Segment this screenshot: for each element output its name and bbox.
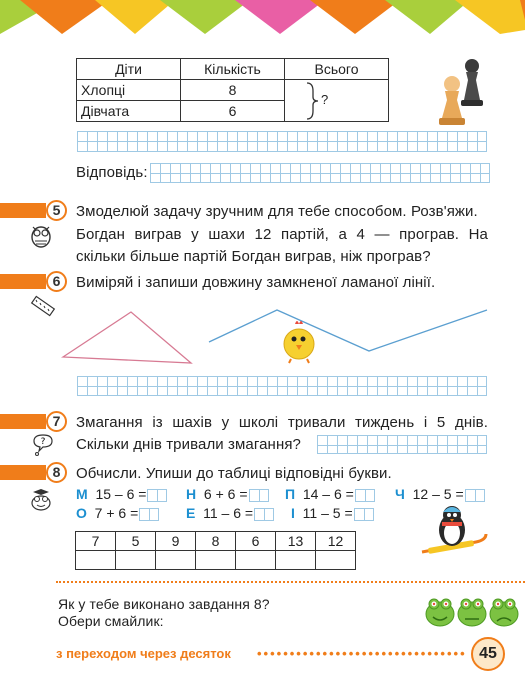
exercise: Е 11 – 6 = <box>186 505 274 521</box>
penguin-sled-icon <box>416 500 492 568</box>
task8-text: Обчисли. Упиши до таблиці відповідні букви. <box>76 465 392 482</box>
table-cell: 8 <box>181 80 285 101</box>
task-marker-bar <box>0 414 46 429</box>
table-header: Діти <box>77 59 181 80</box>
task-number-8: 8 <box>46 462 67 483</box>
total-question: ? <box>321 92 329 107</box>
answer-number: 12 <box>316 532 356 551</box>
ruler-icon <box>30 293 56 319</box>
exercise: І 11 – 5 = <box>291 505 374 521</box>
closed-broken-line <box>63 312 191 363</box>
smiley-choice[interactable] <box>424 595 520 629</box>
brace-icon <box>305 81 319 121</box>
task5-line2: Богдан виграв у шахи 12 партій, а 4 — програв. На <box>76 226 488 243</box>
chick-icon <box>279 318 319 364</box>
letter-cell[interactable] <box>196 551 236 570</box>
smiley-icon <box>490 599 518 626</box>
letter-cell[interactable] <box>116 551 156 570</box>
broken-lines <box>55 300 495 370</box>
self-check-line2: Обери смайлик: <box>58 613 164 629</box>
open-broken-line <box>209 310 487 351</box>
answer-box[interactable] <box>147 489 167 502</box>
answer-box[interactable] <box>254 508 274 521</box>
owl-icon <box>28 222 54 248</box>
task-number-5: 5 <box>46 200 67 221</box>
exercise: М 15 – 6 = <box>76 486 167 502</box>
chess-pieces-icon <box>434 56 494 126</box>
exercise: Н 6 + 6 = <box>186 486 269 502</box>
task7-answer-grid[interactable] <box>317 435 487 454</box>
table-header: Кількість <box>181 59 285 80</box>
task7-line2: Скільки днів тривали змагання? <box>76 436 301 453</box>
footer-dots: •••••••••••••••••••••••••••••••• <box>257 646 467 660</box>
frog-scholar-icon <box>28 487 54 513</box>
letter-cell[interactable] <box>76 551 116 570</box>
letter-cell[interactable] <box>156 551 196 570</box>
table-cell: Дівчата <box>77 101 181 122</box>
thinking-icon <box>30 432 56 458</box>
answer-number: 9 <box>156 532 196 551</box>
exercise: П 14 – 6 = <box>285 486 375 502</box>
table-cell: Хлопці <box>77 80 181 101</box>
smiley-icon <box>426 599 454 626</box>
table-cell: 6 <box>181 101 285 122</box>
task-number-6: 6 <box>46 271 67 292</box>
page-number: 45 <box>471 637 505 671</box>
svg-text:?: ? <box>40 437 46 447</box>
task-number-7: 7 <box>46 411 67 432</box>
decorative-banner <box>0 0 525 34</box>
answer-grid[interactable] <box>150 163 490 183</box>
task5-line1: Змоделюй задачу зручним для тебе способом. Розв'яжи. <box>76 203 478 220</box>
task7-line1: Змагання із шахів у школі тривали тиждень і 5 днів. <box>76 414 488 431</box>
task5-line3: скільки більше партій Богдан виграв, ніж програв? <box>76 248 431 265</box>
footer-topic: з переходом через десяток <box>56 646 231 661</box>
exercise: Ч 12 – 5 = <box>395 486 485 502</box>
answer-table <box>75 531 356 570</box>
letter-cell[interactable] <box>236 551 276 570</box>
task-marker-bar <box>0 274 46 289</box>
answer-box[interactable] <box>249 489 269 502</box>
answer-box[interactable] <box>355 489 375 502</box>
task-marker-bar <box>0 465 46 480</box>
table-total-cell <box>285 80 389 122</box>
task6-text: Виміряй і запиши довжину замкненої ламаної лінії. <box>76 274 436 291</box>
letter-cell[interactable] <box>316 551 356 570</box>
self-check-line1: Як у тебе виконано завдання 8? <box>58 596 270 612</box>
answer-box[interactable] <box>139 508 159 521</box>
smiley-icon <box>458 599 486 626</box>
children-table <box>76 58 389 122</box>
letter-cell[interactable] <box>276 551 316 570</box>
writing-grid[interactable] <box>77 131 487 152</box>
section-divider <box>56 581 525 583</box>
exercise: О 7 + 6 = <box>76 505 159 521</box>
answer-number: 13 <box>276 532 316 551</box>
task-marker-bar <box>0 203 46 218</box>
answer-number: 7 <box>76 532 116 551</box>
answer-number: 6 <box>236 532 276 551</box>
answer-box[interactable] <box>354 508 374 521</box>
writing-grid[interactable] <box>77 376 487 396</box>
table-header: Всього <box>285 59 389 80</box>
answer-label: Відповідь: <box>76 164 148 181</box>
answer-number: 5 <box>116 532 156 551</box>
answer-number: 8 <box>196 532 236 551</box>
